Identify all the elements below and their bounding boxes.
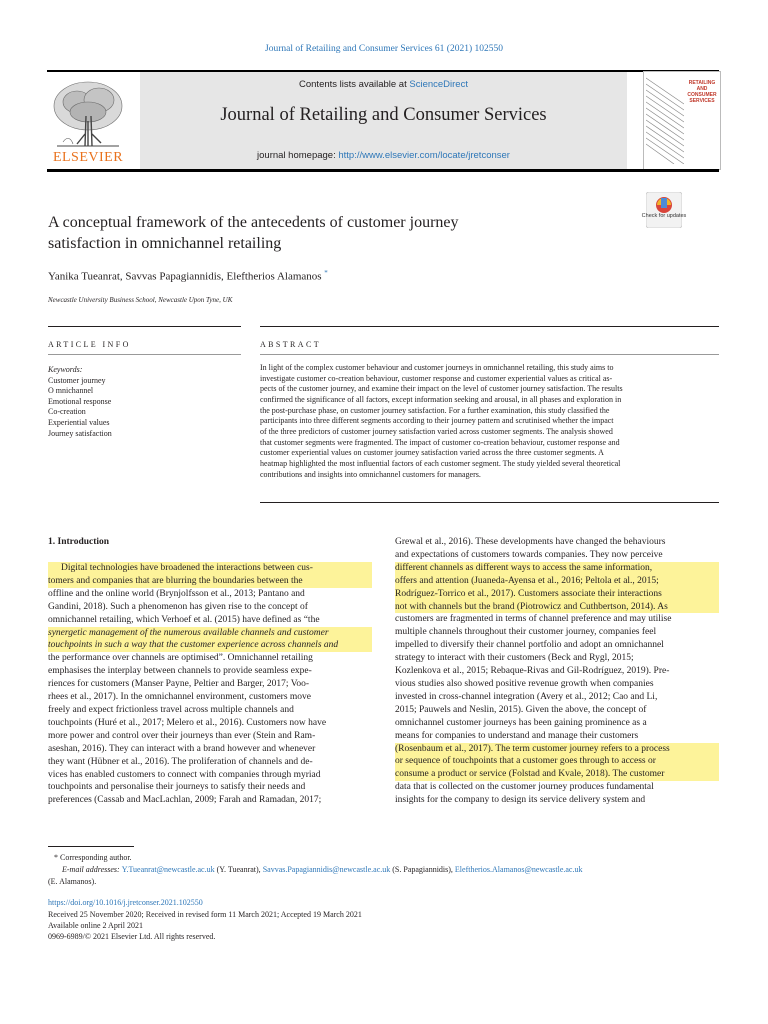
intro-line: invested in cross-channel integration (Avery et al., 2012; Cao and Li, (395, 691, 658, 702)
email-link-papagiannidis[interactable]: Savvas.Papagiannidis@newcastle.ac.uk (262, 865, 391, 874)
email-owner: (Y. Tueanrat), (214, 865, 263, 874)
abstract-line: the post-purchase phase, on customer journey satisfaction. For a further examination, this study classified the (260, 405, 610, 415)
author-list (48, 269, 548, 283)
abstract-text (260, 363, 719, 480)
intro-line: impelled to diversify their channel portfolio and adopt an omnichannel (395, 640, 664, 651)
abstract-line: that customer segments were fragmented. The impact of customer co-creation behaviour, customer response and (260, 437, 620, 447)
email-label: E-mail addresses: (62, 865, 122, 874)
email-link-alamanos[interactable]: Eleftherios.Alamanos@newcastle.ac.uk (454, 865, 583, 874)
cover-stripes-graphic (646, 74, 684, 164)
intro-line: freely and expect frictionless travel across multiple channels and (48, 704, 294, 715)
contents-prefix: Contents lists available at (299, 79, 410, 90)
introduction-heading: 1. Introduction (48, 537, 110, 547)
intro-line: offline and the online world (Brynjolfsson et al., 2013; Pantano and (48, 588, 305, 599)
authors-names: Yanika Tueanrat, Savvas Papagiannidis, Eleftherios Alamanos (48, 270, 322, 283)
abstract-line: participants into three different segments according to their journey pattern and scrutinised whether the impact (260, 416, 614, 426)
intro-line: aseshan, 2016). They can interact with a brand however and whenever (48, 743, 316, 754)
keyword-item: Experiential values (48, 417, 110, 427)
intro-line: touchpoints (Huré et al., 2017; Melero et al., 2016). Customers now have (48, 717, 327, 728)
check-for-updates-icon[interactable] (646, 192, 682, 228)
homepage-link[interactable]: http://www.elsevier.com/locate/jretconser (338, 150, 510, 161)
intro-right-column (395, 536, 719, 807)
abstract-line: contributions and insights into omnichannel customers for managers. (260, 469, 481, 479)
abstract-line: confirmed the significance of all factors, except information seeking and arousal, in all phases and exploration in (260, 394, 622, 404)
journal-title: Journal of Retailing and Consumer Services (220, 105, 547, 125)
intro-line: not with channels but the brand (Piotrowicz and Cuthbertson, 2014). As (395, 601, 719, 614)
banner-bottom-rule (47, 169, 719, 172)
article-title-line-2: satisfaction in omnichannel retailing (48, 235, 282, 252)
keyword-item: Emotional response (48, 396, 112, 406)
email-addresses (62, 864, 722, 875)
abstract-line: heatmap highlighted the most influential factors of each customer segment. The study yielded several theoretical (260, 458, 621, 468)
intro-line: Gandini, 2018). Such a phenomenon has given rise to the concept of (48, 601, 308, 612)
corresponding-author-mark[interactable]: * (324, 269, 328, 277)
email-owner: (S. Papagiannidis), (390, 865, 455, 874)
intro-line: Kozlenkova et al., 2015; Rebaque-Rivas and Gil-Rodríguez, 2019). Pre- (395, 666, 670, 677)
article-info-top-rule (48, 326, 241, 327)
keyword-item: Customer journey (48, 375, 106, 385)
check-for-updates-label[interactable]: Check for updates (641, 213, 687, 219)
article-info-heading: ARTICLE INFO (48, 340, 131, 349)
intro-line: touchpoints and personalise their journeys to satisfy their needs and (48, 782, 306, 793)
abstract-line: customer experiential values on customer journey satisfaction varied across the three customer segments. A (260, 448, 604, 458)
intro-left-column (48, 562, 372, 807)
intro-line: tomers and companies that are blurring the boundaries between the (48, 575, 372, 588)
intro-line: offers and attention (Juaneda-Ayensa et al., 2016; Peltola et al., 2015; (395, 575, 719, 588)
available-online-date: Available online 2 April 2021 (48, 921, 143, 930)
intro-line: riences for customers (Manser Payne, Peltier and Barger, 2017; Voo- (48, 679, 310, 690)
intro-line: synergetic management of the numerous available channels and customer (48, 627, 372, 640)
intro-line: emphasises the interplay between channels to provide seamless expe- (48, 666, 312, 677)
keyword-item: O mnichannel (48, 386, 94, 396)
intro-line: strategy to interact with their customers (Beck and Rygl, 2015; (395, 653, 634, 664)
contents-line (140, 79, 627, 90)
intro-line: insights for the company to design its service delivery system and (395, 795, 646, 806)
intro-line: and expectations of customers towards companies. They now perceive (395, 549, 663, 560)
intro-line: vices has enabled customers to connect with companies through myriad (48, 769, 321, 780)
keyword-item: Journey satisfaction (48, 428, 112, 438)
email-link-tueanrat[interactable]: Y.Tueanrat@newcastle.ac.uk (121, 865, 215, 874)
intro-line: or sequence of touchpoints that a customer goes through to access or (395, 755, 719, 768)
keywords-label: Keywords: (48, 365, 83, 374)
intro-line: customers are fragmented in terms of channel preference and may utilise (395, 614, 672, 625)
keywords-block (48, 365, 112, 439)
abstract-heading: ABSTRACT (260, 340, 321, 349)
email-owner-alamanos: (E. Alamanos). (48, 877, 97, 886)
intro-line: multiple channels throughout their customer journey, companies feel (395, 627, 657, 638)
abstract-line: pects of the customer journey, and examine their impact on the level of customer journey satisfaction. The results (260, 384, 623, 394)
corresponding-author-note: * Corresponding author. (54, 853, 132, 862)
intro-line: the performance over channels are optimised”. Omnichannel retailing (48, 653, 313, 664)
abstract-sub-rule (260, 354, 719, 355)
running-head[interactable]: Journal of Retailing and Consumer Services 61 (2021) 102550 (265, 44, 503, 54)
intro-line: omnichannel customer journeys has been gaining prominence as a (395, 717, 647, 728)
intro-line: Digital technologies have broadened the interactions between cus- (48, 562, 372, 575)
intro-line: Rodríguez-Torrico et al., 2017). Customers associate their interactions (395, 588, 719, 601)
intro-line: they want (Hübner et al., 2016). The proliferation of channels and de- (48, 756, 313, 767)
intro-line: touchpoints in such a way that the customer experience across channels and (48, 639, 372, 652)
footnote-rule (48, 846, 134, 847)
journal-homepage (140, 150, 627, 161)
intro-line: 2015; Pauwels and Neslin, 2015). Given the above, the concept of (395, 704, 647, 715)
abstract-line: of the three predictors of customer journey satisfaction varied across customer segments. The analysis showed (260, 426, 613, 436)
article-title-line-1: A conceptual framework of the antecedents of customer journey (48, 214, 459, 231)
copyright-line: 0969-6989/© 2021 Elsevier Ltd. All rights reserved. (48, 932, 216, 941)
abstract-bottom-rule (260, 502, 719, 503)
received-dates: Received 25 November 2020; Received in revised form 11 March 2021; Accepted 19 March 2021 (48, 910, 362, 919)
article-title (48, 212, 618, 254)
sciencedirect-link[interactable]: ScienceDirect (409, 79, 468, 90)
homepage-label: journal homepage: (257, 150, 339, 161)
intro-line: omnichannel retailing, which Verhoef et al. (2015) have defined as “the (48, 614, 320, 625)
doi-link[interactable]: https://doi.org/10.1016/j.jretconser.2021.102550 (48, 898, 203, 907)
intro-line: data that is collected on the customer journey produces fundamental (395, 782, 654, 793)
intro-line: preferences (Cassab and MacLachlan, 2009; Farah and Ramadan, 2017; (48, 795, 322, 806)
intro-line: consume a product or service (Folstad and Kvale, 2018). The customer (395, 768, 719, 781)
article-info-sub-rule (48, 354, 241, 355)
elsevier-wordmark: ELSEVIER (52, 150, 124, 165)
intro-line: (Rosenbaum et al., 2017). The term customer journey refers to a process (395, 743, 719, 756)
intro-line: Grewal et al., 2016). These developments have changed the behaviours (395, 537, 666, 547)
cover-title: RETAILING AND CONSUMER SERVICES (687, 80, 717, 104)
intro-line: different channels as different ways to access the same information, (395, 562, 719, 575)
intro-line: more power and control over their journeys than ever (Stein and Ram- (48, 730, 316, 741)
intro-line: rhees et al., 2017). In the omnichannel environment, customers move (48, 692, 312, 703)
abstract-line: investigate customer co-creation behaviour, customer response and customer experiential values as critical as- (260, 373, 613, 383)
abstract-line: In light of the complex customer behaviour and customer journeys in omnichannel retailing, this study aims to (260, 363, 614, 372)
keyword-item: Co-creation (48, 407, 86, 417)
intro-line: vious studies also showed positive revenue growth when companies (395, 678, 654, 689)
intro-line: means for companies to understand and manage their customers (395, 730, 639, 741)
abstract-top-rule (260, 326, 719, 327)
affiliation: Newcastle University Business School, Newcastle Upon Tyne, UK (48, 296, 233, 304)
